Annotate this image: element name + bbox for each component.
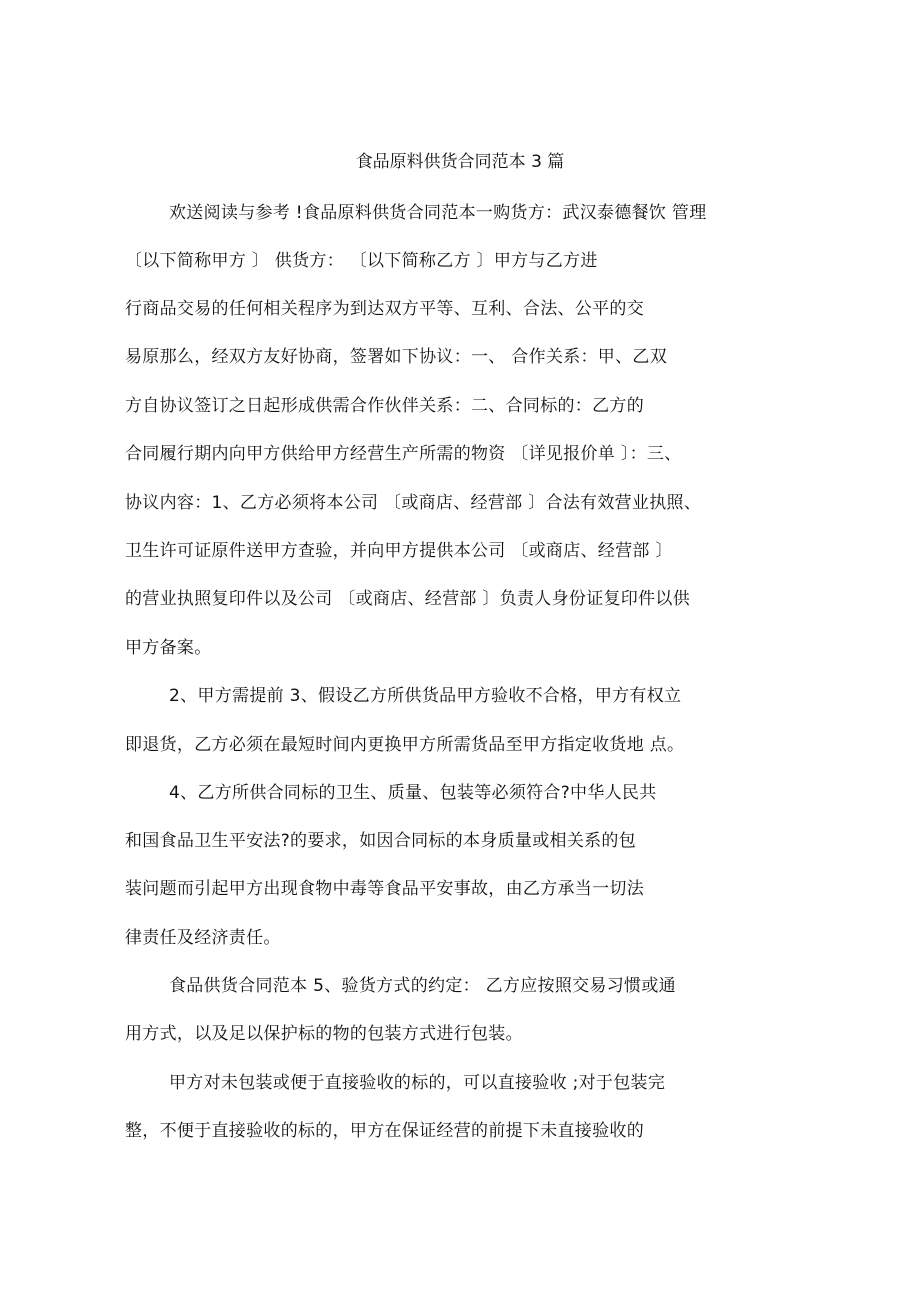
text-line: 欢送阅读与参考 !食品原料供货合同范本一购货方：武汉泰德餐饮 管理	[169, 203, 707, 223]
text-line: 食品供货合同范本 5、验货方式的约定： 乙方应按照交易习惯或通	[169, 976, 676, 996]
text-line: 整，不便于直接验收的标的，甲方在保证经营的前提下未直接验收的	[125, 1121, 644, 1141]
text-line: 易原那么，经双方友好协商，签署如下协议：一、 合作关系：甲、乙双	[125, 347, 668, 367]
text-line: 用方式，以及足以保护标的物的包装方式进行包装。	[125, 1024, 523, 1044]
document-title: 食品原料供货合同范本 3 篇	[355, 152, 565, 172]
text-line: 律责任及经济责任。	[125, 928, 281, 948]
text-line: 合同履行期内向甲方供给甲方经营生产所需的物资 〔详见报价单 〕：三、	[125, 444, 682, 464]
text-line: 甲方备案。	[125, 638, 212, 658]
text-line: 和国食品卫生平安法?的要求，如因合同标的本身质量或相关系的包	[125, 831, 637, 851]
text-line: 卫生许可证原件送甲方查验，并向甲方提供本公司 〔或商店、经营部 〕	[125, 541, 673, 561]
text-line: 行商品交易的任何相关程序为到达双方平等、互利、合法、公平的交	[125, 299, 644, 319]
text-line: 的营业执照复印件以及公司 〔或商店、经营部 〕负责人身份证复印件以供	[125, 589, 691, 609]
text-line: 装问题而引起甲方出现食物中毒等食品平安事故，由乙方承当一切法	[125, 879, 644, 899]
text-line: 4、乙方所供合同标的卫生、质量、包装等必须符合?中华人民共	[169, 783, 657, 803]
text-line: 即退货，乙方必须在最短时间内更换甲方所需货品至甲方指定收货地 点。	[125, 735, 685, 755]
text-line: 协议内容：1、乙方必须将本公司 〔或商店、经营部 〕合法有效营业执照、	[125, 493, 702, 513]
text-line: 甲方对未包装或便于直接验收的标的，可以直接验收 ;对于包装完	[169, 1073, 666, 1093]
text-line: 2、甲方需提前 3、假设乙方所供货品甲方验收不合格，甲方有权立	[169, 686, 682, 706]
text-line: 方自协议签订之日起形成供需合作伙伴关系：二、合同标的：乙方的	[125, 396, 644, 416]
text-line: 〔以下简称甲方 〕 供货方： 〔以下简称乙方 〕甲方与乙方进	[125, 251, 598, 271]
